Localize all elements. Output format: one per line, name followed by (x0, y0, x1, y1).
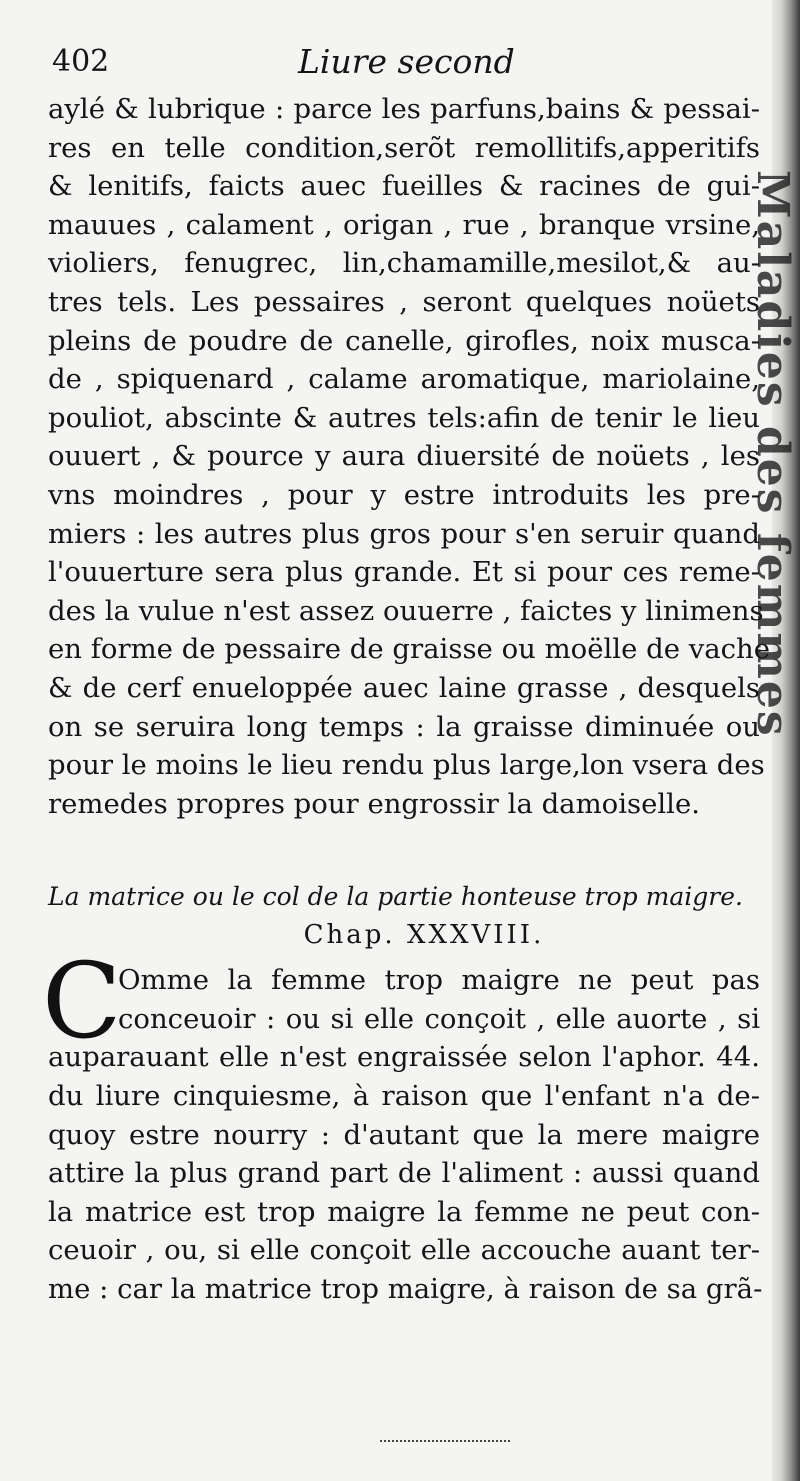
section-gap (48, 823, 760, 879)
paragraph-1 (48, 90, 771, 823)
text-line: vns moindres , pour y estre introduits les pre- (48, 478, 760, 511)
text-line: attire la plus grand part de l'aliment : aussi quand (48, 1157, 760, 1190)
text-block (42, 40, 771, 1309)
text-line: tres tels. Les pessaires , seront quelques noüets (48, 285, 760, 318)
text-line: quoy estre nourry : d'autant que la mere maigre (48, 1118, 760, 1151)
text-line: aylé & lubrique : parce les parfuns,bains & pessai- (48, 93, 760, 125)
text-line: me : car la matrice trop maigre, à raison de sa grã- (48, 1273, 763, 1306)
text-line: ceuoir , ou, si elle conçoit elle accouche auant ter- (48, 1234, 760, 1267)
text-line: & de cerf enueloppée auec laine grasse , desquels (48, 671, 760, 704)
text-line: mauues , calament , origan , rue , branque vrsine, (48, 208, 760, 241)
text-line: de , spiquenard , calame aromatique, mariolaine, (48, 363, 760, 396)
footer-mark (380, 1428, 510, 1442)
text-line: des la vulue n'est assez ouuerre , faictes y linimens (48, 594, 764, 627)
text-line: miers : les autres plus gros pour s'en seruir quand (48, 517, 760, 550)
text-line: la matrice est trop maigre la femme ne peut con- (48, 1195, 760, 1228)
running-head-title: Liure second (298, 42, 515, 81)
running-head (48, 40, 760, 90)
chapter-title: La matrice ou le col de la partie honteuse trop maigre. (48, 882, 743, 912)
text-line: on se seruira long temps : la graisse diminuée ou (48, 710, 760, 743)
text-line: & lenitifs, faicts auec fueilles & racines de gui- (48, 170, 760, 203)
text-line: du liure cinquiesme, à raison que l'enfant n'a de- (48, 1080, 760, 1113)
text-line: en forme de pessaire de graisse ou moëlle de vache (48, 633, 771, 666)
bleed-through-text: Maladies des femmes (747, 170, 798, 738)
text-line: l'ouuerture sera plus grande. Et si pour ces reme- (48, 556, 760, 589)
text-line: auparauant elle n'est engraissée selon l'aphor. 44. (48, 1041, 760, 1074)
text-line: pleins de poudre de canelle, girofles, noix musca- (48, 324, 760, 357)
text-line: conceuoir : ou si elle conçoit , elle auorte , si (118, 1002, 760, 1035)
text-line: res en telle condition,serõt remollitifs,apperitifs (48, 131, 760, 164)
text-line: ouuert , & pource y aura diuersité de noüets , les (48, 440, 760, 473)
text-line: pouliot, abscinte & autres tels:afin de tenir le lieu (48, 401, 760, 434)
chapter-number: Chap. XXXVIII. (303, 920, 545, 951)
text-line: remedes propres pour engrossir la damoiselle. (48, 787, 700, 820)
drop-cap: C (42, 940, 122, 1063)
paragraph-2 (42, 940, 763, 1308)
page-number: 402 (52, 44, 110, 79)
text-line: Omme la femme trop maigre ne peut pas (118, 964, 760, 997)
text-line: violiers, fenugrec, lin,chamamille,mesilot,& au- (48, 247, 760, 280)
text-line: pour le moins le lieu rendu plus large,lon vsera des (48, 749, 765, 782)
